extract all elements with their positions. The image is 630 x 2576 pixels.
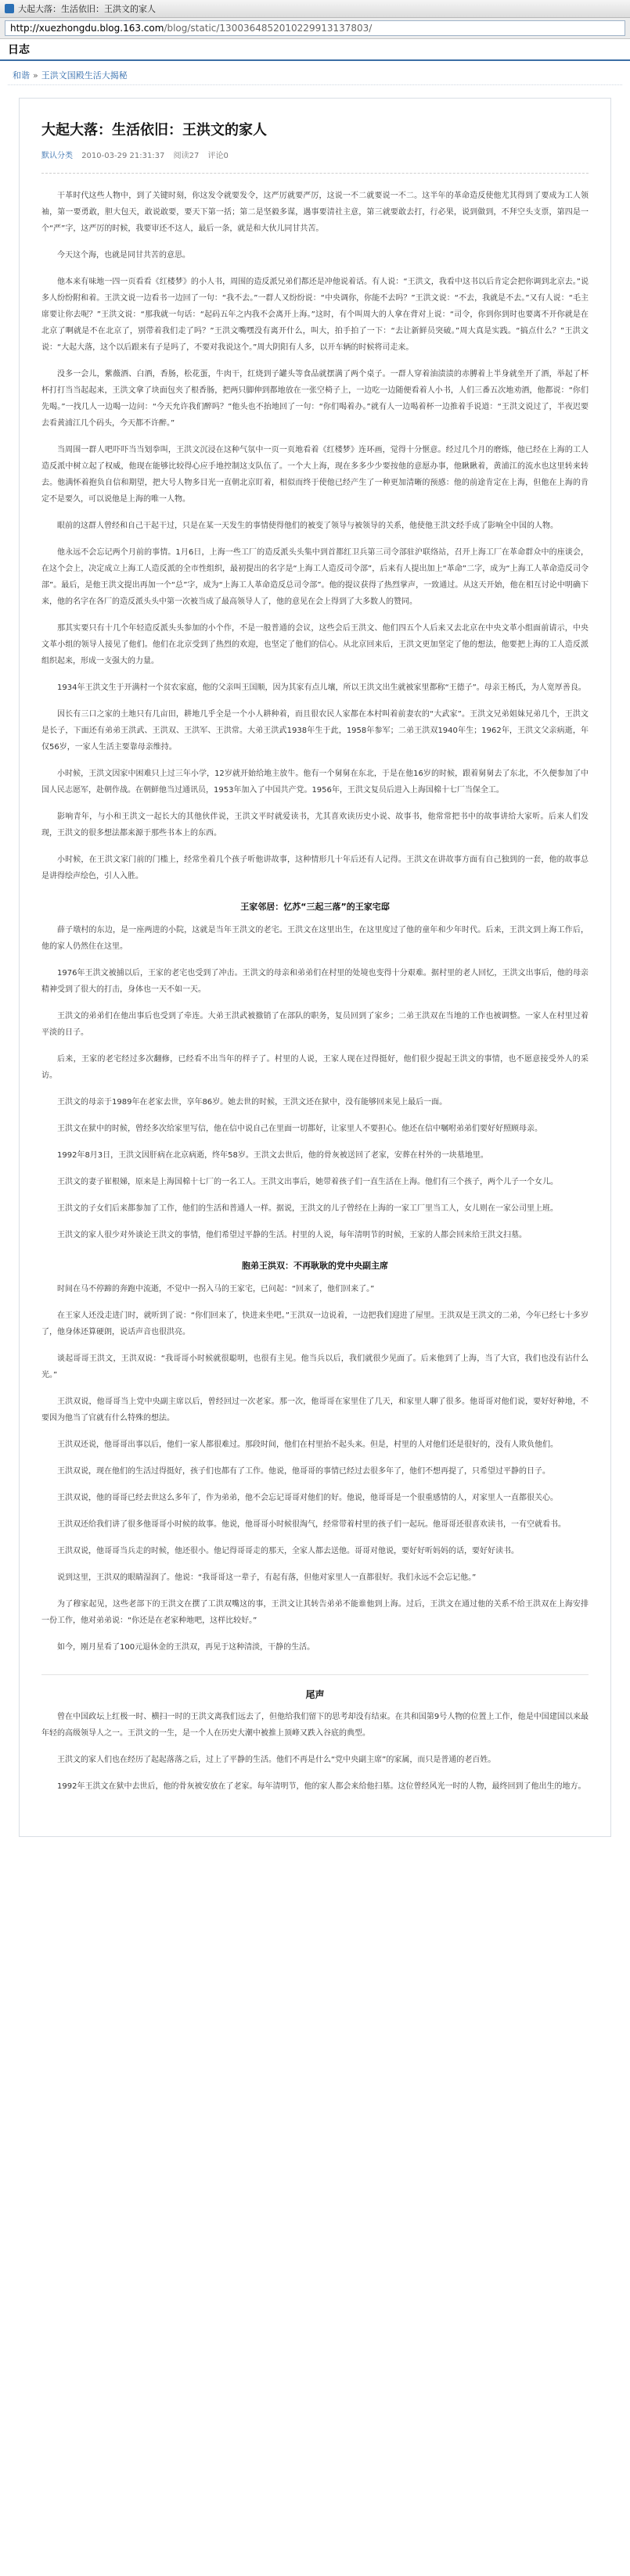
section-title-2: 胞弟王洪双：不再耿耿的党中央副主席 bbox=[242, 1261, 388, 1271]
article-paragraph: 王洪双说，现在他们的生活过得挺好，孩子们也都有了工作。他说，他哥哥的事情已经过去很多年了，他们不想再提了，只希望过平静的日子。 bbox=[57, 1467, 550, 1476]
page-heading: 日志 bbox=[0, 39, 630, 61]
page-favicon-icon bbox=[5, 4, 14, 13]
article-paragraph: 如今，刚月星看了100元退休金的王洪双，再见于这种清淡，干静的生活。 bbox=[57, 1643, 315, 1652]
article-paragraph: 1934年王洪文生于开满村一个贫农家庭，他的父亲叫王国顺，因为其家有点儿壤，所以王洪文出生就被家里都称“王德子”。母亲王杨氏，为人宽厚善良。 bbox=[57, 683, 586, 692]
article-paragraph: 在王家人还没走进门时，就听到了说：“你们回来了，快进来坐吧。”王洪双一边说着，一边把我们迎进了屋里。王洪双是王洪文的二弟，今年已经七十多岁了，他身体还算硬朗，说话声音也很洪亮。 bbox=[41, 1311, 589, 1336]
article-paragraph: 王洪双还说，他哥哥出事以后，他们一家人都很难过。那段时间，他们在村里抬不起头来。但是，村里的人对他们还是很好的，没有人欺负他们。 bbox=[57, 1440, 558, 1449]
article-paragraph: 谈起哥哥王洪文，王洪双说：“我哥哥小时候就很聪明，也很有主见。他当兵以后，我们就很少见面了。后来他到了上海，当了大官，我们也没有沾什么光。” bbox=[41, 1354, 589, 1379]
section2-paragraphs bbox=[41, 1281, 589, 1656]
breadcrumb bbox=[8, 67, 622, 85]
article-paragraph: 当周围一群人吧吓吓当当划拳叫，王洪文沉浸在这种气氛中一页一页地看着《红楼梦》连环画，觉得十分惬意。经过几个月的磨炼，他已经在上海的工人造反派中树立起了权威，他现在能够比较得心应手地控制这支队伍了。一个大上海，现在多多少少要按他的意愿办事，他瞅瞅着，黄浦江的流水也这里转来转去。他满怀着抱负自信和期望，把大号人物多目光一直朝北京盯着，相似而终于使他已经产生了一种更加清晰的预感：他的前途肯定在上海，但他在上海的肯定不是要久，可以说他是上海的唯一人物。 bbox=[41, 446, 589, 504]
browser-addressbar bbox=[0, 18, 630, 39]
article-paragraph: 他本来有味地一四一页看看《红楼梦》的小人书，周围的造反派兄弟们都还是冲他说着话。有人说：“王洪文，我看中这书以后肯定会把你调到北京去。”说多人纷纷附和着。王洪文说一边看书一边回了一句：“我不去。”一群人又纷纷说：“中央调你，你能不去吗？”王洪文说：“不去，我就是不去。”又有人说：“毛主席要让你去呢？”王洪文说：“那我就一句话：“起码五年之内我不会离开上海。”这时，有个叫周大的人拿在背对上说：“司令，你到你到时也要离不开你就是在北京了啊就是不在北京了，别带着我们走了吗？”王洪文嘴嘿没有离开什么，叫大，拍手拍了一下：“去让新鲜员突破。”周大真是实践。“搞点什么？”王洪文说：“大起大落，这个以后跟来有子是吗了，不要对我说这个。”周大阴阳有人多，以开车辆的时候将司走来。 bbox=[41, 278, 589, 352]
url-input[interactable] bbox=[5, 20, 625, 36]
article-paragraph: 影响青年，与小和王洪文一起长大的其他伙伴说，王洪文平时就爱读书，尤其喜欢读历史小说、故事书，他常常把书中的故事讲给大家听。后来人们发现，王洪文的很多想法都来源于那些书本上的东西。 bbox=[41, 813, 589, 838]
article-paragraph: 薛子墩村的东边，是一座两进的小院，这就是当年王洪文的老宅。王洪文在这里出生，在这里度过了他的童年和少年时代。后来，王洪文到上海工作后，他的家人仍然住在这里。 bbox=[41, 926, 589, 951]
article-paragraph: 王洪文的家人很少对外谈论王洪文的事情，他们希望过平静的生活。村里的人说，每年清明节的时候，王家的人都会回来给王洪文扫墓。 bbox=[57, 1231, 527, 1240]
article-paragraph: 说到这里，王洪双的眼睛湿润了。他说：“我哥哥这一辈子，有起有落，但他对家里人一直都很好。我们永远不会忘记他。” bbox=[57, 1573, 477, 1582]
article-comments-link[interactable]: 评论0 bbox=[207, 152, 229, 160]
article-paragraph: 王洪双还给我们讲了很多他哥哥小时候的故事。他说，他哥哥小时候很淘气，经常带着村里的孩子们一起玩。他哥哥还很喜欢读书，一有空就看书。 bbox=[57, 1520, 566, 1529]
tail-divider bbox=[41, 1674, 589, 1675]
section1-paragraphs bbox=[41, 922, 589, 1243]
article-paragraph: 王洪文的子女们后来都参加了工作，他们的生活和普通人一样。据说，王洪文的儿子曾经在上海的一家工厂里当工人，女儿则在一家公司里上班。 bbox=[57, 1204, 558, 1213]
article-paragraph: 后来，王家的老宅经过多次翻修，已经看不出当年的样子了。村里的人说，王家人现在过得挺好，他们很少提起王洪文的事情，也不愿意接受外人的采访。 bbox=[41, 1055, 589, 1080]
article-paragraph: 王洪双说，他哥哥当兵走的时候，他还很小。他记得哥哥走的那天，全家人都去送他。哥哥对他说，要好好听妈妈的话，要好好读书。 bbox=[57, 1547, 519, 1555]
url-path: /blog/static/1300364852010229913137803/ bbox=[164, 23, 373, 34]
article-paragraph: 王洪双说，他哥哥当上党中央副主席以后，曾经回过一次老家。那一次，他哥哥在家里住了几天，和家里人聊了很多。他哥哥对他们说，要好好种地，不要因为他当了官就有什么特殊的想法。 bbox=[41, 1397, 589, 1423]
article-paragraph: 王洪文的家人们也在经历了起起落落之后，过上了平静的生活。他们不再是什么“党中央副主席”的家属，而只是普通的老百姓。 bbox=[57, 1756, 496, 1764]
article-paragraph: 小时候，王洪文因家中困难只上过三年小学，12岁就开始给地主放牛。他有一个舅舅在东北，于是在他16岁的时候，跟着舅舅去了东北，不久便参加了中国人民志愿军，赴朝作战。在朝鲜他当过通讯员，1953年加入了中国共产党。1956年，王洪文复员后进入上海国棉十七厂当保全工。 bbox=[41, 770, 589, 795]
article-paragraph: 没多一会儿，紫薇酒、白酒，香肠，松花蛋，牛肉干，红烧到子罐头等食品就摆满了两个桌子。一群人穿着油渍渍的赤膊着上半身就坐开了酒，举起了杯杯打打当当起起来，王洪文拿了块面包夹了根香肠，把两只脚伸到都地放在一张空椅子上，一边吃一边随便看着人小书，人们三番五次地劝酒，他都说：“你们先喝。”一找几人一边喝一边问：“今天允许我们醉吗？”他头也不抬地回了一句：“你们喝着办。”就有人一边喝着杯一边推着手说道：“王洪文说过了，半夜迟要去看黄浦江几个码头，今天都不许醉。” bbox=[41, 370, 589, 428]
article-paragraph: 他永远不会忘记两个月前的事情。1月6日，上海一些工厂的造反派头头集中到首都红卫兵第三司令部驻沪联络站，召开上海工厂在革命群众中的座谈会，在这个会上，决定成立上海工人造反派的全市性组织，最初提出的名字是“上海工人造反司令部”，后来有人提出加上“革命”二字，成为“上海工人革命造反司令部”。最后，是他王洪文提出再加一个“总”字，成为“上海工人革命造反总司令部”。他的提议获得了热烈掌声，一致通过。从这天开始，他在相互讨论中明确下来，他的名字在各厂的造反派头头中第一次被当成了最高领导人了，他的意见在会上得到了大多数人的赞同。 bbox=[41, 548, 589, 606]
breadcrumb-home-link[interactable]: 和谐 bbox=[13, 70, 30, 81]
article-paragraph: 时间在马不停蹄的奔跑中流逝，不觉中一拐入马的王家宅，已问起：“回来了，他们回来了。” bbox=[57, 1285, 375, 1293]
article-paragraph: 王洪文的母亲于1989年在老家去世，享年86岁。她去世的时候，王洪文还在狱中，没有能够回来见上最后一面。 bbox=[57, 1098, 448, 1107]
url-host: http://xuezhongdu.blog.163.com bbox=[10, 23, 164, 34]
article-paragraph: 曾在中国政坛上红极一时、横扫一时的王洪文离我们远去了，但他给我们留下的思考却没有结束。在共和国第9号人物的位置上工作，他是中国建国以来最年轻的高级领导人之一。王洪文的一生，是一个人在历史大潮中被推上顶峰又跌入谷底的典型。 bbox=[41, 1713, 589, 1738]
article-paragraph: 王洪文的弟弟们在他出事后也受到了牵连。大弟王洪武被撤销了在部队的职务，复员回到了家乡；二弟王洪双在当地的工作也被调整。一家人在村里过着平淡的日子。 bbox=[41, 1012, 589, 1037]
article-paragraph: 今天这个海，也就是同甘共苦的意思。 bbox=[57, 251, 190, 260]
browser-tab-title: 大起大落：生活依旧：王洪文的家人 bbox=[18, 4, 156, 14]
article-category-link[interactable]: 默认分类 bbox=[41, 152, 73, 160]
browser-titlebar bbox=[0, 0, 630, 18]
article-paragraph: 眼前的这群人曾经和自己干起干过，只是在某一天发生的事情使得他们的被变了领导与被领导的关系，他使他王洪文经手成了影响全中国的人物。 bbox=[57, 522, 558, 530]
article-paragraph: 1992年王洪文在狱中去世后，他的骨灰被安放在了老家。每年清明节，他的家人都会来给他扫墓。这位曾经风光一时的人物，最终回到了他出生的地方。 bbox=[57, 1782, 586, 1791]
article-content bbox=[41, 188, 589, 1795]
article-container bbox=[19, 98, 611, 1837]
main-paragraphs bbox=[41, 188, 589, 884]
article-paragraph: 干革时代这些人物中，到了关键时刻，你这发令就要发令，这严厉就要严厉，这说一不二就要说一不二。这半年的革命造反使他尤其得到了要成为工人领袖，第一要勇敢，胆大包天，敢说敢要，要天下第一括；第二是坚毅多谋，遇事要清社主意，第三就要敢去打，行必果，说到做到，不拜空头支票，第四是一个“严”字，这严厉的时候，我要审还不这人，最后一条，就是和大伙儿同甘共苦。 bbox=[41, 192, 589, 233]
article-paragraph: 王洪双说，他的哥哥已经去世这么多年了，作为弟弟，他不会忘记哥哥对他们的好。他说，他哥哥是一个很重感情的人，对家里人一直都很关心。 bbox=[57, 1494, 558, 1502]
breadcrumb-separator: » bbox=[33, 70, 38, 81]
article-paragraph: 王洪文在狱中的时候，曾经多次给家里写信，他在信中说自己在里面一切都好，让家里人不要担心。他还在信中嘱咐弟弟们要好好照顾母亲。 bbox=[57, 1125, 542, 1133]
article-paragraph: 那其实要只有十几个年轻造反派头头参加的小个作，不是一般普通的会议，这些会后王洪文、他们四五个人后来又去北京在中央文革小组面前请示，中央文革小组的领导人接见了他们。他们在北京受到了热烈的欢迎，也坚定了他们的信心。从北京回来后，王洪文更加坚定了他的想法，他要把上海的工人造反派组织起来，形成一支强大的力量。 bbox=[41, 624, 589, 666]
article-paragraph: 1992年8月3日，王洪文因肝病在北京病逝，终年58岁。王洪文去世后，他的骨灰被送回了老家，安葬在村外的一块墓地里。 bbox=[57, 1151, 488, 1160]
article-meta bbox=[41, 149, 589, 160]
article-paragraph: 小时候，在王洪文家门前的门槛上，经常坐着几个孩子听他讲故事，这种情形几十年后还有人记得。王洪文在讲故事方面有自己独到的一套，他的故事总是讲得绘声绘色，引人入胜。 bbox=[41, 856, 589, 881]
article-title: 大起大落：生活依旧：王洪文的家人 bbox=[41, 122, 267, 138]
article-views: 阅读27 bbox=[173, 152, 200, 160]
tail-paragraphs bbox=[41, 1709, 589, 1795]
article-date: 2010-03-29 21:31:37 bbox=[81, 152, 165, 160]
section-title-1: 王家邻居：忆苏“三起三落”的王家宅邸 bbox=[240, 902, 390, 912]
title-divider bbox=[41, 173, 589, 174]
breadcrumb-current-link[interactable]: 王洪文国殿生活大揭秘 bbox=[41, 70, 128, 81]
article-paragraph: 为了穆家起见，这些老部下的王洪文在撰了工洪双嘴这的事，王洪文让其转告弟弟不能谁他到上海。过后，王洪文在通过他的关系不给王洪双在上海安排一份工作，他对弟弟说：“你还是在老家种地吧，这样比较好。” bbox=[41, 1600, 589, 1625]
article-paragraph: 因长有三口之家的土地只有几亩田，耕地几乎全是一个小人耕种着，而且很农民人家都在本村叫着前妻农的“大武家”。王洪文兄弟姐妹兄弟几个，王洪文是长子，下面还有弟弟王洪武、王洪双、王洪军、王洪常。大弟王洪武1938年生于此，1958年参军；二弟王洪双1940年生；1962年，王洪文父亲病逝，年仅56岁，一家人生活主要靠母亲维持。 bbox=[41, 710, 589, 752]
article-paragraph: 1976年王洪文被捕以后，王家的老宅也受到了冲击。王洪文的母亲和弟弟们在村里的处境也变得十分艰难。据村里的老人回忆，王洪文出事后，他的母亲精神受到了很大的打击，身体也一天不如一天。 bbox=[41, 969, 589, 994]
article-paragraph: 王洪文的妻子崔根娣，原来是上海国棉十七厂的一名工人。王洪文出事后，她带着孩子们一直生活在上海。他们有三个孩子，两个儿子一个女儿。 bbox=[57, 1178, 558, 1186]
tail-title: 尾声 bbox=[305, 1689, 325, 1700]
